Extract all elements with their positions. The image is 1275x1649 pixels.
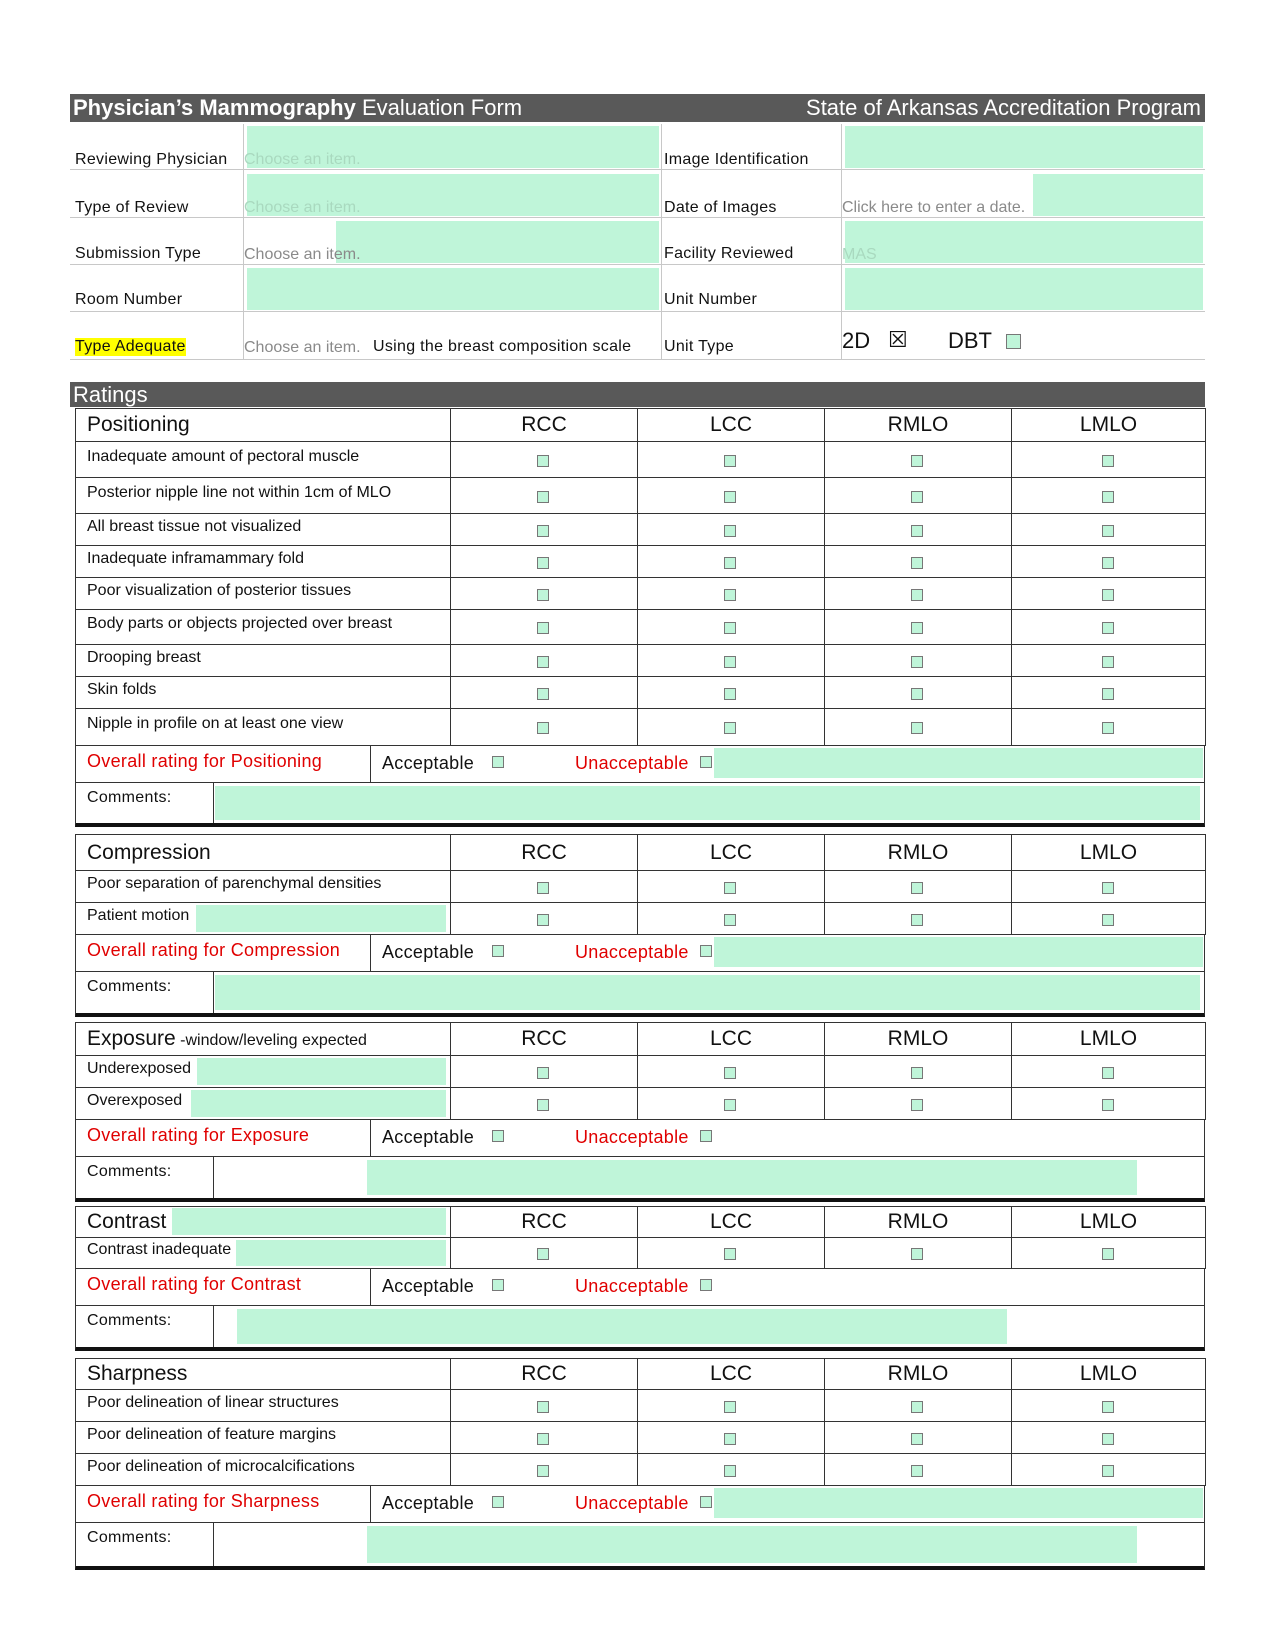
compression-lcc-checkbox[interactable] xyxy=(724,882,736,894)
checkbox-cell xyxy=(1012,478,1206,514)
exposure-col-rmlo: RMLO xyxy=(825,1023,1012,1056)
unit-number-label: Unit Number xyxy=(664,291,758,308)
positioning-lcc-checkbox[interactable] xyxy=(724,525,736,537)
contrast-comments-field[interactable] xyxy=(237,1309,1007,1344)
positioning-overall-label: Overall rating for Positioning xyxy=(87,751,323,771)
exposure-rcc-checkbox[interactable] xyxy=(537,1067,549,1079)
compression-rmlo-checkbox[interactable] xyxy=(911,882,923,894)
checkbox-cell xyxy=(825,546,1012,578)
checkbox-cell xyxy=(1012,578,1206,610)
type-adequate-label: Type Adequate xyxy=(75,338,186,355)
checkbox-cell xyxy=(638,645,825,677)
checkbox-cell xyxy=(825,610,1012,645)
exposure-subtitle: -window/leveling expected xyxy=(175,1032,367,1049)
checkbox-cell xyxy=(451,1390,638,1422)
unit-type-2d-checkbox[interactable]: ☒ xyxy=(888,327,908,352)
positioning-rcc-checkbox[interactable] xyxy=(537,688,549,700)
table-row xyxy=(76,1390,1206,1422)
sharpness-col-lmlo: LMLO xyxy=(1012,1359,1206,1390)
sharpness-section-title xyxy=(76,1359,451,1390)
table-row xyxy=(76,442,1206,478)
unacceptable-label: Unacceptable xyxy=(575,942,689,962)
sharpness-lcc-checkbox[interactable] xyxy=(724,1433,736,1445)
item-text: Skin folds xyxy=(87,680,157,698)
positioning-item-label xyxy=(76,514,451,546)
positioning-rmlo-checkbox[interactable] xyxy=(911,688,923,700)
facility-reviewed-label: Facility Reviewed xyxy=(664,245,794,262)
checkbox-cell xyxy=(451,478,638,514)
comments-label: Comments: xyxy=(87,1312,172,1329)
positioning-item-label xyxy=(76,645,451,677)
positioning-lmlo-checkbox[interactable] xyxy=(1102,722,1114,734)
sharpness-comments-field[interactable] xyxy=(367,1526,1137,1563)
positioning-rmlo-checkbox[interactable] xyxy=(911,491,923,503)
table-row xyxy=(76,645,1206,677)
positioning-comments-field[interactable] xyxy=(215,786,1200,820)
item-text: Poor delineation of linear structures xyxy=(87,1393,339,1411)
checkbox-cell xyxy=(1012,1238,1206,1269)
positioning-rmlo-checkbox[interactable] xyxy=(911,722,923,734)
positioning-lmlo-checkbox[interactable] xyxy=(1102,525,1114,537)
positioning-rmlo-checkbox[interactable] xyxy=(911,455,923,467)
compression-comments-field[interactable] xyxy=(215,975,1200,1010)
checkbox-cell xyxy=(638,1390,825,1422)
positioning-lmlo-checkbox[interactable] xyxy=(1102,491,1114,503)
checkbox-cell xyxy=(638,478,825,514)
positioning-rmlo-checkbox[interactable] xyxy=(911,589,923,601)
compression-lcc-checkbox[interactable] xyxy=(724,914,736,926)
checkbox-cell xyxy=(1012,645,1206,677)
compression-lmlo-checkbox[interactable] xyxy=(1102,882,1114,894)
item-text: Inadequate inframammary fold xyxy=(87,549,304,567)
sharpness-overall-field[interactable] xyxy=(714,1488,1203,1518)
comments-label: Comments: xyxy=(87,789,172,806)
exposure-lcc-checkbox[interactable] xyxy=(724,1067,736,1079)
date-of-images-value[interactable]: Click here to enter a date. xyxy=(842,199,1026,216)
item-text: Overexposed xyxy=(87,1091,183,1109)
facility-reviewed-field[interactable]: MAS xyxy=(845,221,1203,263)
item-text: Posterior nipple line not within 1cm of MLO xyxy=(87,483,392,501)
sharpness-rmlo-checkbox[interactable] xyxy=(911,1433,923,1445)
date-of-images-field[interactable] xyxy=(1033,174,1203,216)
positioning-lcc-checkbox[interactable] xyxy=(724,455,736,467)
sharpness-lcc-checkbox[interactable] xyxy=(724,1401,736,1413)
compression-col-lcc: LCC xyxy=(638,835,825,871)
exposure-title-text: Exposure xyxy=(87,1027,176,1050)
positioning-overall-field[interactable] xyxy=(714,748,1203,778)
type-adequate-note: Using the breast composition scale xyxy=(373,338,632,355)
checkbox-cell xyxy=(638,903,825,935)
unacceptable-label: Unacceptable xyxy=(575,1493,689,1513)
positioning-lcc-checkbox[interactable] xyxy=(724,557,736,569)
comments-label: Comments: xyxy=(87,978,172,995)
positioning-unacceptable-checkbox[interactable] xyxy=(700,756,712,768)
program-name: State of Arkansas Accreditation Program xyxy=(806,95,1201,120)
contrast-col-lcc: LCC xyxy=(638,1207,825,1238)
item-text: All breast tissue not visualized xyxy=(87,517,302,535)
sharpness-col-rmlo: RMLO xyxy=(825,1359,1012,1390)
sharpness-col-rcc: RCC xyxy=(451,1359,638,1390)
date-of-images-label: Date of Images xyxy=(664,199,777,216)
compression-unacceptable-checkbox[interactable] xyxy=(700,945,712,957)
room-number-label: Room Number xyxy=(75,291,183,308)
compression-rcc-checkbox[interactable] xyxy=(537,882,549,894)
checkbox-cell xyxy=(451,677,638,709)
item-text: Poor visualization of posterior tissues xyxy=(87,581,352,599)
sharpness-unacceptable-checkbox[interactable] xyxy=(700,1496,712,1508)
sharpness-lmlo-checkbox[interactable] xyxy=(1102,1433,1114,1445)
positioning-rcc-checkbox[interactable] xyxy=(537,722,549,734)
positioning-col-lcc: LCC xyxy=(638,409,825,442)
type-of-review-label: Type of Review xyxy=(75,199,189,216)
checkbox-cell xyxy=(638,677,825,709)
form-title-rest: Evaluation Form xyxy=(355,95,523,120)
checkbox-cell xyxy=(1012,514,1206,546)
contrast-col-lmlo: LMLO xyxy=(1012,1207,1206,1238)
contrast-title-text: Contrast xyxy=(87,1210,167,1233)
checkbox-cell xyxy=(1012,709,1206,746)
type-adequate-select[interactable]: Choose an item. xyxy=(244,339,361,356)
acceptable-label: Acceptable xyxy=(382,942,475,962)
checkbox-cell xyxy=(638,442,825,478)
compression-lmlo-checkbox[interactable] xyxy=(1102,914,1114,926)
sharpness-item-label xyxy=(76,1422,451,1454)
checkbox-cell xyxy=(451,1454,638,1486)
checkbox-cell xyxy=(451,709,638,746)
positioning-lmlo-checkbox[interactable] xyxy=(1102,622,1114,634)
compression-title-text: Compression xyxy=(87,840,211,864)
checkbox-cell xyxy=(451,578,638,610)
unacceptable-label: Unacceptable xyxy=(575,1127,689,1147)
table-row xyxy=(76,709,1206,746)
table-row xyxy=(76,578,1206,610)
positioning-item-label xyxy=(76,677,451,709)
positioning-rcc-checkbox[interactable] xyxy=(537,557,549,569)
checkbox-cell xyxy=(451,1056,638,1088)
positioning-lmlo-checkbox[interactable] xyxy=(1102,589,1114,601)
unit-type-dbt-checkbox[interactable] xyxy=(1006,334,1021,349)
checkbox-cell xyxy=(825,1056,1012,1088)
positioning-lmlo-checkbox[interactable] xyxy=(1102,455,1114,467)
checkbox-cell xyxy=(825,478,1012,514)
sharpness-rmlo-checkbox[interactable] xyxy=(911,1401,923,1413)
contrast-rmlo-checkbox[interactable] xyxy=(911,1248,923,1260)
ratings-header xyxy=(70,382,1205,407)
exposure-rmlo-checkbox[interactable] xyxy=(911,1099,923,1111)
checkbox-cell xyxy=(1012,677,1206,709)
item-text: Underexposed xyxy=(87,1059,192,1077)
checkbox-cell xyxy=(451,1088,638,1120)
checkbox-cell xyxy=(1012,903,1206,935)
checkbox-cell xyxy=(1012,1454,1206,1486)
positioning-rmlo-checkbox[interactable] xyxy=(911,656,923,668)
form-title xyxy=(73,95,522,121)
image-identification-label: Image Identification xyxy=(664,151,809,168)
positioning-lcc-checkbox[interactable] xyxy=(724,491,736,503)
positioning-lmlo-checkbox[interactable] xyxy=(1102,688,1114,700)
exposure-lmlo-checkbox[interactable] xyxy=(1102,1067,1114,1079)
form-title-bold: Physician’s Mammography xyxy=(73,95,356,120)
contrast-col-rmlo: RMLO xyxy=(825,1207,1012,1238)
contrast-acceptable-checkbox[interactable] xyxy=(492,1279,504,1291)
item-text: Body parts or objects projected over breast xyxy=(87,615,393,632)
sharpness-rcc-checkbox[interactable] xyxy=(537,1465,549,1477)
positioning-lmlo-checkbox[interactable] xyxy=(1102,656,1114,668)
table-row xyxy=(76,1454,1206,1486)
checkbox-cell xyxy=(825,1422,1012,1454)
positioning-lcc-checkbox[interactable] xyxy=(724,656,736,668)
item-text: Contrast inadequate xyxy=(87,1241,232,1258)
checkbox-cell xyxy=(451,1422,638,1454)
item-text: Poor separation of parenchymal densities xyxy=(87,874,382,892)
item-text: Nipple in profile on at least one view xyxy=(87,715,344,732)
positioning-col-rmlo: RMLO xyxy=(825,409,1012,442)
positioning-item-label xyxy=(76,578,451,610)
positioning-lcc-checkbox[interactable] xyxy=(724,722,736,734)
comments-label: Comments: xyxy=(87,1163,172,1180)
checkbox-cell xyxy=(1012,1056,1206,1088)
item-text: Patient motion xyxy=(87,906,190,924)
positioning-lcc-checkbox[interactable] xyxy=(724,589,736,601)
checkbox-cell xyxy=(825,871,1012,903)
table-row xyxy=(76,677,1206,709)
table-row xyxy=(76,871,1206,903)
checkbox-cell xyxy=(638,1056,825,1088)
room-number-field[interactable] xyxy=(247,268,659,310)
checkbox-cell xyxy=(825,442,1012,478)
positioning-title-text: Positioning xyxy=(87,413,190,436)
submission-type-select[interactable] xyxy=(336,221,659,263)
acceptable-label: Acceptable xyxy=(382,753,475,773)
acceptable-label: Acceptable xyxy=(382,1127,475,1147)
sharpness-lmlo-checkbox[interactable] xyxy=(1102,1465,1114,1477)
checkbox-cell xyxy=(638,709,825,746)
exposure-section-title xyxy=(76,1023,451,1056)
positioning-rcc-checkbox[interactable] xyxy=(537,491,549,503)
compression-col-rcc: RCC xyxy=(451,835,638,871)
checkbox-cell xyxy=(638,546,825,578)
reviewing-physician-label: Reviewing Physician xyxy=(75,151,228,168)
checkbox-cell xyxy=(825,645,1012,677)
item-text: Poor delineation of feature margins xyxy=(87,1425,337,1443)
compression-item-label xyxy=(76,871,451,903)
positioning-lcc-checkbox[interactable] xyxy=(724,688,736,700)
checkbox-cell xyxy=(451,610,638,645)
checkbox-cell xyxy=(451,514,638,546)
contrast-header-field[interactable] xyxy=(172,1208,446,1235)
compression-acceptable-checkbox[interactable] xyxy=(492,945,504,957)
positioning-section-title xyxy=(76,409,451,442)
contrast-col-rcc: RCC xyxy=(451,1207,638,1238)
contrast-unacceptable-checkbox[interactable] xyxy=(700,1279,712,1291)
compression-col-rmlo: RMLO xyxy=(825,835,1012,871)
positioning-col-rcc: RCC xyxy=(451,409,638,442)
positioning-rcc-checkbox[interactable] xyxy=(537,656,549,668)
positioning-rmlo-checkbox[interactable] xyxy=(911,525,923,537)
checkbox-cell xyxy=(825,578,1012,610)
item-text: Poor delineation of microcalcifications xyxy=(87,1457,355,1475)
table-row xyxy=(76,610,1206,645)
unit-type-2d-label: 2D xyxy=(842,328,871,353)
compression-overall-field[interactable] xyxy=(714,937,1203,967)
unacceptable-label: Unacceptable xyxy=(575,1276,689,1296)
compression-col-lmlo: LMLO xyxy=(1012,835,1206,871)
checkbox-cell xyxy=(451,903,638,935)
sharpness-lmlo-checkbox[interactable] xyxy=(1102,1401,1114,1413)
type-of-review-select[interactable]: Choose an item. xyxy=(247,174,659,216)
exposure-col-rcc: RCC xyxy=(451,1023,638,1056)
exposure-overall-row xyxy=(75,1119,1205,1157)
checkbox-cell xyxy=(1012,610,1206,645)
compression-rcc-checkbox[interactable] xyxy=(537,914,549,926)
positioning-rcc-checkbox[interactable] xyxy=(537,589,549,601)
acceptable-label: Acceptable xyxy=(382,1276,475,1296)
checkbox-cell xyxy=(451,871,638,903)
positioning-rmlo-checkbox[interactable] xyxy=(911,622,923,634)
positioning-lmlo-checkbox[interactable] xyxy=(1102,557,1114,569)
positioning-lcc-checkbox[interactable] xyxy=(724,622,736,634)
checkbox-cell xyxy=(638,1238,825,1269)
exposure-col-lcc: LCC xyxy=(638,1023,825,1056)
checkbox-cell xyxy=(1012,1088,1206,1120)
exposure-rcc-checkbox[interactable] xyxy=(537,1099,549,1111)
unit-number-field[interactable] xyxy=(845,268,1203,310)
unit-type-label: Unit Type xyxy=(664,338,734,355)
table-row xyxy=(76,514,1206,546)
checkbox-cell xyxy=(825,1390,1012,1422)
table-row xyxy=(76,546,1206,578)
submission-type-label: Submission Type xyxy=(75,245,202,262)
checkbox-cell xyxy=(825,903,1012,935)
positioning-item-label xyxy=(76,610,451,645)
exposure-lcc-checkbox[interactable] xyxy=(724,1099,736,1111)
contrast-lcc-checkbox[interactable] xyxy=(724,1248,736,1260)
checkbox-cell xyxy=(1012,871,1206,903)
checkbox-cell xyxy=(451,1238,638,1269)
exposure-comments-field[interactable] xyxy=(367,1160,1137,1195)
checkbox-cell xyxy=(825,1454,1012,1486)
sharpness-rcc-checkbox[interactable] xyxy=(537,1433,549,1445)
unacceptable-label: Unacceptable xyxy=(575,753,689,773)
sharpness-col-lcc: LCC xyxy=(638,1359,825,1390)
checkbox-cell xyxy=(638,1454,825,1486)
checkbox-cell xyxy=(825,514,1012,546)
item-text: Drooping breast xyxy=(87,648,201,666)
exposure-overall-label: Overall rating for Exposure xyxy=(87,1125,310,1145)
exposure-acceptable-checkbox[interactable] xyxy=(492,1130,504,1142)
checkbox-cell xyxy=(825,1088,1012,1120)
checkbox-cell xyxy=(638,1422,825,1454)
positioning-rcc-checkbox[interactable] xyxy=(537,622,549,634)
sharpness-rmlo-checkbox[interactable] xyxy=(911,1465,923,1477)
sharpness-overall-label: Overall rating for Sharpness xyxy=(87,1491,320,1511)
checkbox-cell xyxy=(638,1088,825,1120)
checkbox-cell xyxy=(825,709,1012,746)
checkbox-cell xyxy=(825,1238,1012,1269)
sharpness-rcc-checkbox[interactable] xyxy=(537,1401,549,1413)
contrast-row-field[interactable] xyxy=(236,1240,446,1266)
checkbox-cell xyxy=(451,442,638,478)
image-identification-field[interactable] xyxy=(845,126,1203,168)
checkbox-cell xyxy=(638,578,825,610)
comments-label: Comments: xyxy=(87,1529,172,1546)
contrast-overall-label: Overall rating for Contrast xyxy=(87,1274,302,1294)
compression-row-field[interactable] xyxy=(196,905,446,932)
sharpness-item-label xyxy=(76,1390,451,1422)
checkbox-cell xyxy=(638,610,825,645)
contrast-overall-row xyxy=(75,1268,1205,1306)
positioning-col-lmlo: LMLO xyxy=(1012,409,1206,442)
positioning-item-label xyxy=(76,478,451,514)
acceptable-label: Acceptable xyxy=(382,1493,475,1513)
ratings-title: Ratings xyxy=(73,382,148,407)
exposure-rmlo-checkbox[interactable] xyxy=(911,1067,923,1079)
sharpness-item-label xyxy=(76,1454,451,1486)
compression-section-title xyxy=(76,835,451,871)
positioning-rcc-checkbox[interactable] xyxy=(537,455,549,467)
checkbox-cell xyxy=(825,677,1012,709)
exposure-unacceptable-checkbox[interactable] xyxy=(700,1130,712,1142)
exposure-lmlo-checkbox[interactable] xyxy=(1102,1099,1114,1111)
sharpness-table xyxy=(75,1358,1206,1486)
checkbox-cell xyxy=(1012,1390,1206,1422)
positioning-item-label xyxy=(76,442,451,478)
exposure-row-field[interactable] xyxy=(191,1090,446,1117)
exposure-row-field[interactable] xyxy=(197,1058,446,1085)
checkbox-cell xyxy=(1012,1422,1206,1454)
positioning-item-label xyxy=(76,546,451,578)
compression-rmlo-checkbox[interactable] xyxy=(911,914,923,926)
submission-type-value: Choose an item. xyxy=(244,246,361,263)
checkbox-cell xyxy=(1012,546,1206,578)
unit-type-dbt-label: DBT xyxy=(948,328,992,353)
contrast-rcc-checkbox[interactable] xyxy=(537,1248,549,1260)
checkbox-cell xyxy=(451,645,638,677)
checkbox-cell xyxy=(451,546,638,578)
sharpness-lcc-checkbox[interactable] xyxy=(724,1465,736,1477)
positioning-rcc-checkbox[interactable] xyxy=(537,525,549,537)
checkbox-cell xyxy=(1012,442,1206,478)
positioning-table xyxy=(75,408,1206,746)
checkbox-cell xyxy=(638,871,825,903)
contrast-lmlo-checkbox[interactable] xyxy=(1102,1248,1114,1260)
item-text: Inadequate amount of pectoral muscle xyxy=(87,447,360,465)
reviewing-physician-select[interactable]: Choose an item. xyxy=(247,126,659,168)
table-row xyxy=(76,1422,1206,1454)
positioning-acceptable-checkbox[interactable] xyxy=(492,756,504,768)
positioning-rmlo-checkbox[interactable] xyxy=(911,557,923,569)
exposure-col-lmlo: LMLO xyxy=(1012,1023,1206,1056)
positioning-item-label xyxy=(76,709,451,746)
compression-overall-label: Overall rating for Compression xyxy=(87,940,341,960)
table-row xyxy=(76,478,1206,514)
sharpness-title-text: Sharpness xyxy=(87,1362,188,1385)
form-header xyxy=(70,94,1205,122)
sharpness-acceptable-checkbox[interactable] xyxy=(492,1496,504,1508)
checkbox-cell xyxy=(638,514,825,546)
